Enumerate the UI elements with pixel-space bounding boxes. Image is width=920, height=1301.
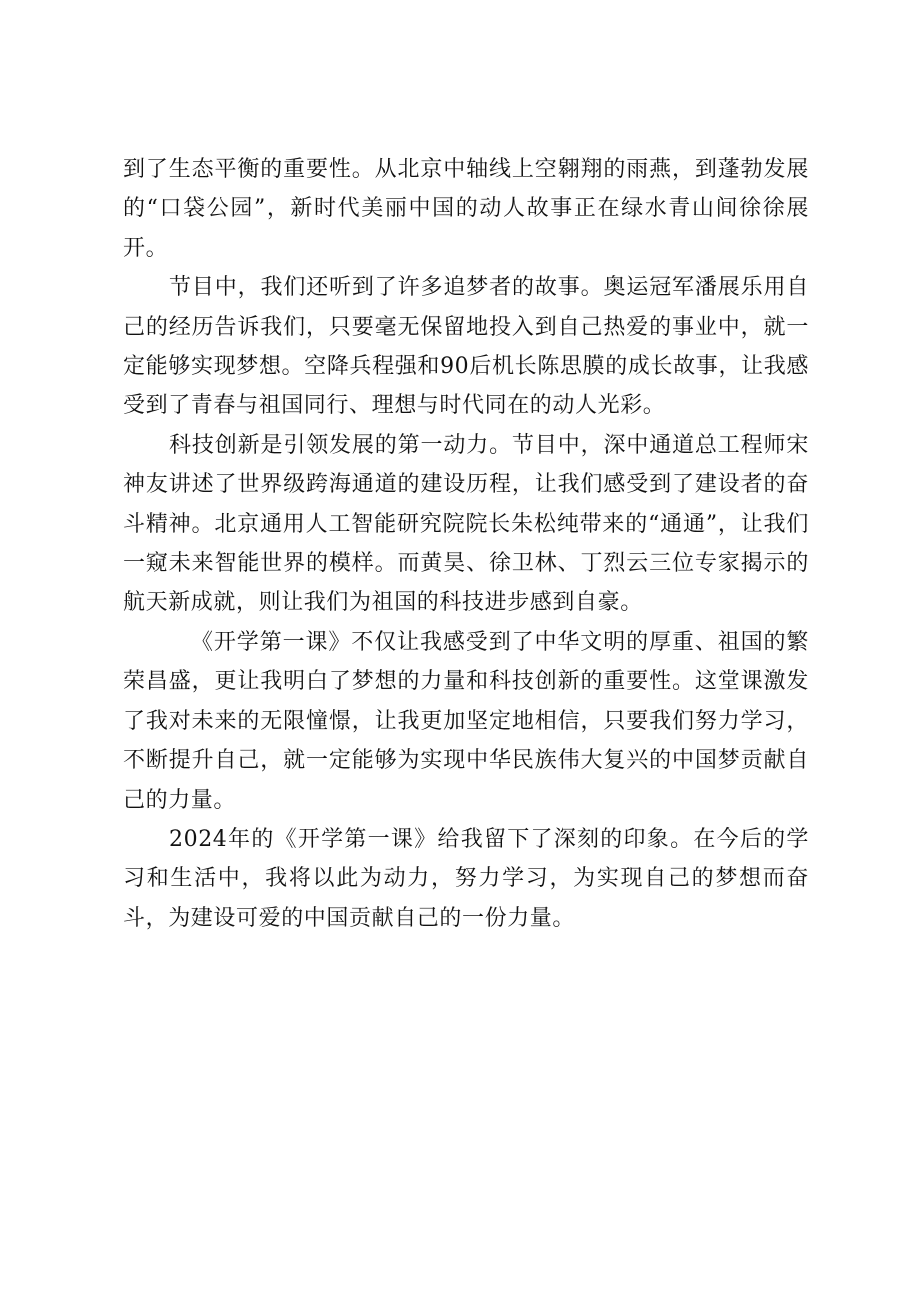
body-text: [123, 150, 809, 938]
paragraph-4: 《开学第一课》不仅让我感受到了中华文明的厚重、祖国的繁荣昌盛，更让我明白了梦想的力量和科技创新的重要性。这堂课激发了我对未来的无限憧憬，让我更加坚定地相信，只要我们努力学习，不断提升自己，就一定能够为实现中华民族伟大复兴的中国梦贡献自己的力量。: [123, 629, 809, 813]
paragraph-5: 2024年的《开学第一课》给我留下了深刻的印象。在今后的学习和生活中，我将以此为动力，努力学习，为实现自己的梦想而奋斗，为建设可爱的中国贡献自己的一份力量。: [123, 826, 809, 931]
paragraph-3: 科技创新是引领发展的第一动力。节目中，深中通道总工程师宋神友讲述了世界级跨海通道的建设历程，让我们感受到了建设者的奋斗精神。北京通用人工智能研究院院长朱松纯带来的“通通”，让我们一窥未来智能世界的模样。而黄昊、徐卫林、丁烈云三位专家揭示的航天新成就，则让我们为祖国的科技进步感到自豪。: [123, 432, 809, 616]
paragraph-2: 节目中，我们还听到了许多追梦者的故事。奥运冠军潘展乐用自己的经历告诉我们，只要毫无保留地投入到自己热爱的事业中，就一定能够实现梦想。空降兵程强和90后机长陈思膜的成长故事，让我感受到了青春与祖国同行、理想与时代同在的动人光彩。: [123, 275, 809, 419]
paragraph-1: 到了生态平衡的重要性。从北京中轴线上空翱翔的雨燕，到蓬勃发展的“口袋公园”，新时代美丽中国的动人故事正在绿水青山间徐徐展开。: [123, 157, 809, 261]
